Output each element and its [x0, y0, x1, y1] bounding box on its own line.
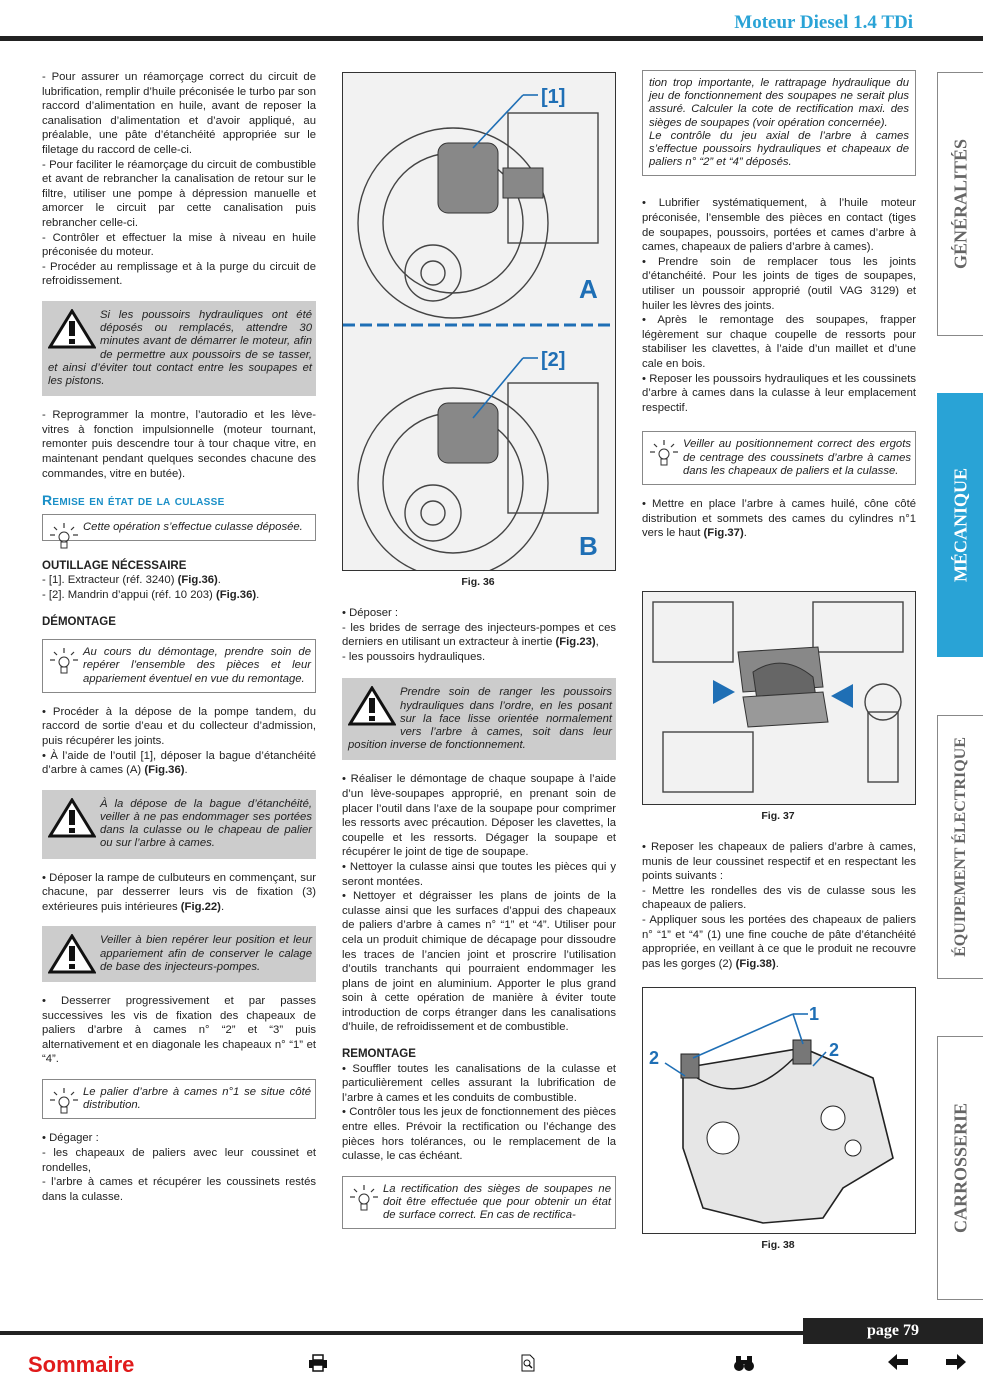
print-icon[interactable] — [308, 1354, 328, 1377]
sommaire-link[interactable]: Sommaire — [28, 1352, 135, 1377]
warning-box — [42, 790, 316, 859]
warning-text: Veiller à bien repérer leur position et leur appariement afin de conserver le calage de base des injecteurs-pompes. — [100, 934, 312, 973]
paragraph: - Appliquer sous les portées des chapeaux de paliers n° “1” et “4” (1) une fine couche de pâte d’étanchéité appropriée, en veillant à ce que le produit ne recouvre pas les gorges (2) (Fig.38). — [642, 913, 916, 970]
next-page-arrow-icon[interactable] — [946, 1354, 966, 1375]
fig36-label-B: B — [579, 531, 598, 561]
paragraph: • Lubrifier systématiquement, à l’huile moteur préconisée, l’ensemble des pièces en contact (tiges de soupapes, poussoirs, portées et cames d’arbre à cames, chapeaux de paliers d’arbre à cames). — [642, 197, 916, 254]
lightbulb-icon — [647, 438, 681, 468]
figure-reference: (Fig.38) — [735, 957, 776, 970]
tip-box-continued — [642, 70, 916, 176]
paragraph: • Souffler toutes les canalisations de la culasse et particulièrement celles assurant la lubrification de l’arbre à cames et les conduits de combustible. — [342, 1062, 616, 1104]
fig38-label-2-left: 2 — [649, 1048, 660, 1068]
warning-triangle-icon — [48, 934, 96, 974]
paragraph: - Mettre les rondelles des vis de culasse sous les chapeaux de paliers. — [642, 884, 916, 912]
paragraph: - [1]. Extracteur (réf. 3240) (Fig.36). — [42, 574, 221, 587]
paragraph: - les chapeaux de paliers avec leur coussinet et rondelles, — [42, 1147, 316, 1174]
search-binoculars-icon[interactable] — [733, 1354, 755, 1377]
figure-reference: (Fig.37) — [703, 527, 744, 540]
lightbulb-icon — [347, 1183, 381, 1213]
lightbulb-icon — [47, 646, 81, 676]
paragraph: • Déposer la rampe de culbuteurs en commençant, sur chacune, par desserrer leurs vis de fixation (3) extérieures puis intérieures (Fig.22). — [42, 871, 316, 913]
page-header-title: Moteur Diesel 1.4 TDi — [734, 12, 913, 33]
figure-reference: (Fig.22) — [180, 900, 221, 913]
figure-36 — [342, 72, 616, 571]
paragraph: • Mettre en place l’arbre à cames huilé, cône côté distribution et sommets des cames du cylindres n°1 vers le haut (Fig.37). — [642, 497, 916, 540]
tab-carrosserie[interactable]: CARROSSERIE — [937, 1036, 983, 1300]
header-rule — [0, 36, 983, 41]
paragraph: • Réaliser le démontage de chaque soupape à l’aide d’un lève-soupapes approprié, en prenant soin de placer l’outil dans l’axe de la soupape pour comprimer les ressorts avec précaution. Déposer les clavettes, la coupelle et les ressorts. Dégager la soupape et récupérer le joint de tige de soupape. — [342, 773, 616, 859]
paragraph: • Reposer les poussoirs hydrauliques et les coussinets d’arbre à cames dans la culasse à leur emplacement respectif. — [642, 372, 916, 414]
fig38-label-2-right: 2 — [829, 1040, 840, 1060]
fig36-label-1: [1] — [541, 86, 566, 108]
paragraph: - l’arbre à cames et récupérer les coussinets restés dans la culasse. — [42, 1176, 316, 1203]
warning-box — [42, 926, 316, 982]
column-3 — [642, 70, 916, 541]
warning-box — [42, 301, 316, 396]
figure-37-caption: Fig. 37 — [761, 810, 795, 822]
figure-reference: (Fig.36) — [215, 589, 257, 602]
paragraph: • Desserrer progressivement et par passes successives les vis de fixation des chapeaux de paliers d’arbre à cames n° “2” et “3” puis alternativement et en diagonale les chapeaux n° “1” et “4”. — [42, 995, 316, 1066]
previous-page-arrow-icon[interactable] — [888, 1354, 908, 1375]
column-3-lower — [642, 840, 916, 971]
tip-box — [42, 639, 316, 693]
tab-equipement-electrique[interactable]: ÉQUIPEMENT ÉLECTRIQUE — [937, 715, 983, 979]
paragraph: - Procéder au remplissage et à la purge du circuit de refroidissement. — [42, 260, 316, 288]
warning-triangle-icon — [48, 798, 96, 838]
fig36-label-2: [2] — [541, 349, 566, 371]
paragraph: • À l’aide de l’outil [1], déposer la bague d’étanchéité d’arbre à cames (A) (Fig.36). — [42, 749, 316, 777]
figure-38-illustration — [643, 988, 915, 1233]
column-2 — [342, 606, 616, 1229]
warning-box — [342, 678, 616, 760]
paragraph: • Après le remontage des soupapes, frapper légèrement sur chaque coupelle de ressorts pour stabiliser les clavettes, à l’aide d’un maillet et d’une cale en bois. — [642, 314, 916, 370]
tab-mecanique[interactable]: MÉCANIQUE — [937, 393, 983, 657]
paragraph: • Procéder à la dépose de la pompe tandem, du raccord de sortie d’eau et du collecteur d’admission, puis récupérer les joints. — [42, 705, 316, 748]
page-number: page 79 — [803, 1318, 983, 1344]
figure-37 — [642, 591, 916, 805]
paragraph: • Nettoyer la culasse ainsi que toutes les pièces qui y seront montées. — [342, 860, 616, 888]
fig38-label-1: 1 — [809, 1004, 820, 1024]
warning-text: Si les poussoirs hydrauliques ont été déposés ou remplacés, attendre 30 minutes avant de démarrer le moteur, afin de permettre aux poussoirs de se tasser, et ainsi d’éviter tout contact entre les soupapes et les pistons. — [48, 308, 312, 387]
paragraph: • Reposer les chapeaux de paliers d’arbre à cames, munis de leur coussinet respectif et en respectant les points suivants : — [642, 841, 916, 883]
paragraph: - Pour assurer un réamorçage correct du circuit de lubrification, remplir d’huile préconisée le turbo par son raccord d’alimentation en huile, avant de reposer la canalisation d’alimentation et d’avoir appliqué, au préalable, une pâte d’étanchéité appropriée sur le filetage du raccord de celle-ci. — [42, 71, 316, 156]
paragraph: • Contrôler tous les jeux de fonctionnement des pièces entre elles. Prévoir la rectification ou l’échange des pièces hors tolérances, ou le remplacement de la culasse, le cas échéant. — [342, 1106, 616, 1163]
tip-text: Le palier d’arbre à cames n°1 se situe côté distribution. — [83, 1086, 311, 1112]
tab-generalites[interactable]: GÉNÉRALITÉS — [937, 72, 983, 336]
paragraph: - Contrôler et effectuer la mise à niveau en huile préconisée du moteur. — [42, 231, 316, 259]
paragraph: - les poussoirs hydrauliques. — [342, 650, 486, 663]
figure-reference: (Fig.36) — [144, 764, 185, 777]
paragraph: • Dégager : — [42, 1132, 99, 1145]
figure-reference: (Fig.23) — [555, 636, 596, 649]
warning-text: À la dépose de la bague d’étanchéité, veiller à ne pas endommager ses portées dans la culasse ou le chapeau de palier ou sur l’arbre à cames. — [100, 797, 312, 850]
figure-38 — [642, 987, 916, 1234]
paragraph: • Prendre soin de remplacer tous les joints d’étanchéité. Pour les joints de tiges de soupapes, utiliser un poussoir approprié (outil VAG 3129) et huiler les lèvres des joints. — [642, 255, 916, 312]
paragraph: • Nettoyer et dégraisser les plans de joints de la culasse ainsi que les surfaces d’appui des chapeaux de paliers d’arbre à cames n° “1” et “4”. Utiliser pour cela un produit chimique de décapage pour dissoudre les traces de l’ancien joint et proscrire l’utilisation d’outils tranchants qui pourraient endommager les plans de joint en aluminium. Apporter le plus grand soin à cette opération de manière à éviter toute introduction de corps étranger dans les canalisations d’huile, de refroidissement et de combustible. — [342, 890, 616, 1034]
tip-text: Au cours du démontage, prendre soin de repérer l’ensemble des pièces et leur appariement éventuel en vue du remontage. — [83, 646, 311, 685]
tip-text: Le contrôle du jeu axial de l’arbre à cames s’effectue poussoirs hydrauliques et chapeaux de paliers n° “2” et “4” déposés. — [649, 129, 909, 169]
tip-box — [342, 1176, 616, 1230]
paragraph: - Reprogrammer la montre, l’autoradio et les lève-vitres à fonction impulsionnelle (moteur tournant, remonter puis descendre tour à tour chaque vitre, en maintenant pendant quelques secondes chacune des commandes, vitre en butée). — [42, 409, 316, 480]
paragraph: • Déposer : — [342, 607, 399, 619]
figure-36-caption: Fig. 36 — [461, 576, 495, 588]
zoom-page-icon[interactable] — [520, 1354, 536, 1377]
tip-box — [642, 431, 916, 485]
tip-text: Cette opération s’effectue culasse déposée. — [83, 520, 303, 533]
warning-triangle-icon — [348, 686, 396, 726]
column-1 — [42, 70, 316, 1204]
lightbulb-icon — [47, 521, 81, 551]
lightbulb-icon — [47, 1086, 81, 1116]
warning-triangle-icon — [48, 309, 96, 349]
tip-text: tion trop importante, le rattrapage hydraulique du jeu de fonctionnement des soupapes ne serait plus assuré. Calculer la cote de rectification maxi. des sièges de soupapes (voir opération concernée). — [649, 77, 909, 129]
subsection-title: OUTILLAGE NÉCESSAIRE — [42, 559, 187, 572]
figure-37-illustration — [643, 592, 915, 804]
tip-text: Veiller au positionnement correct des ergots de centrage des coussinets d’arbre à cames dans les chapeaux de paliers et la culasse. — [683, 438, 911, 477]
fig36-label-A: A — [579, 274, 598, 304]
figure-reference: (Fig.36) — [177, 574, 218, 587]
paragraph: - [2]. Mandrin d’appui (réf. 10 203) (Fig.36). — [42, 589, 260, 602]
figure-38-caption: Fig. 38 — [761, 1239, 795, 1251]
paragraph: - Pour faciliter le réamorçage du circuit de combustible et avant de rebrancher la canalisation de retour sur le filtre, utiliser une pompe à dépression manuelle et amorcer le circuit par cette canalisation puis rebrancher celle-ci. — [42, 158, 316, 229]
tip-box — [42, 1079, 316, 1119]
warning-text: Prendre soin de ranger les poussoirs hydrauliques dans l’ordre, en les posant sur la face lisse orientée normalement vers l’arbre à cames, soit dans leur position inverse de fonctionnement. — [348, 686, 612, 752]
paragraph: - les brides de serrage des injecteurs-pompes et ces derniers en utilisant un extracteur à inertie (Fig.23), — [342, 621, 616, 649]
section-title: Remise en état de la culasse — [42, 492, 225, 509]
tip-box — [42, 514, 316, 541]
figure-36-illustration — [343, 73, 615, 570]
tip-text: La rectification des sièges de soupapes ne doit être effectuée que pour obtenir un état de surface correct. En cas de rectifica- — [383, 1182, 611, 1222]
subsection-title: DÉMONTAGE — [42, 615, 116, 628]
subsection-title: REMONTAGE — [342, 1048, 416, 1061]
